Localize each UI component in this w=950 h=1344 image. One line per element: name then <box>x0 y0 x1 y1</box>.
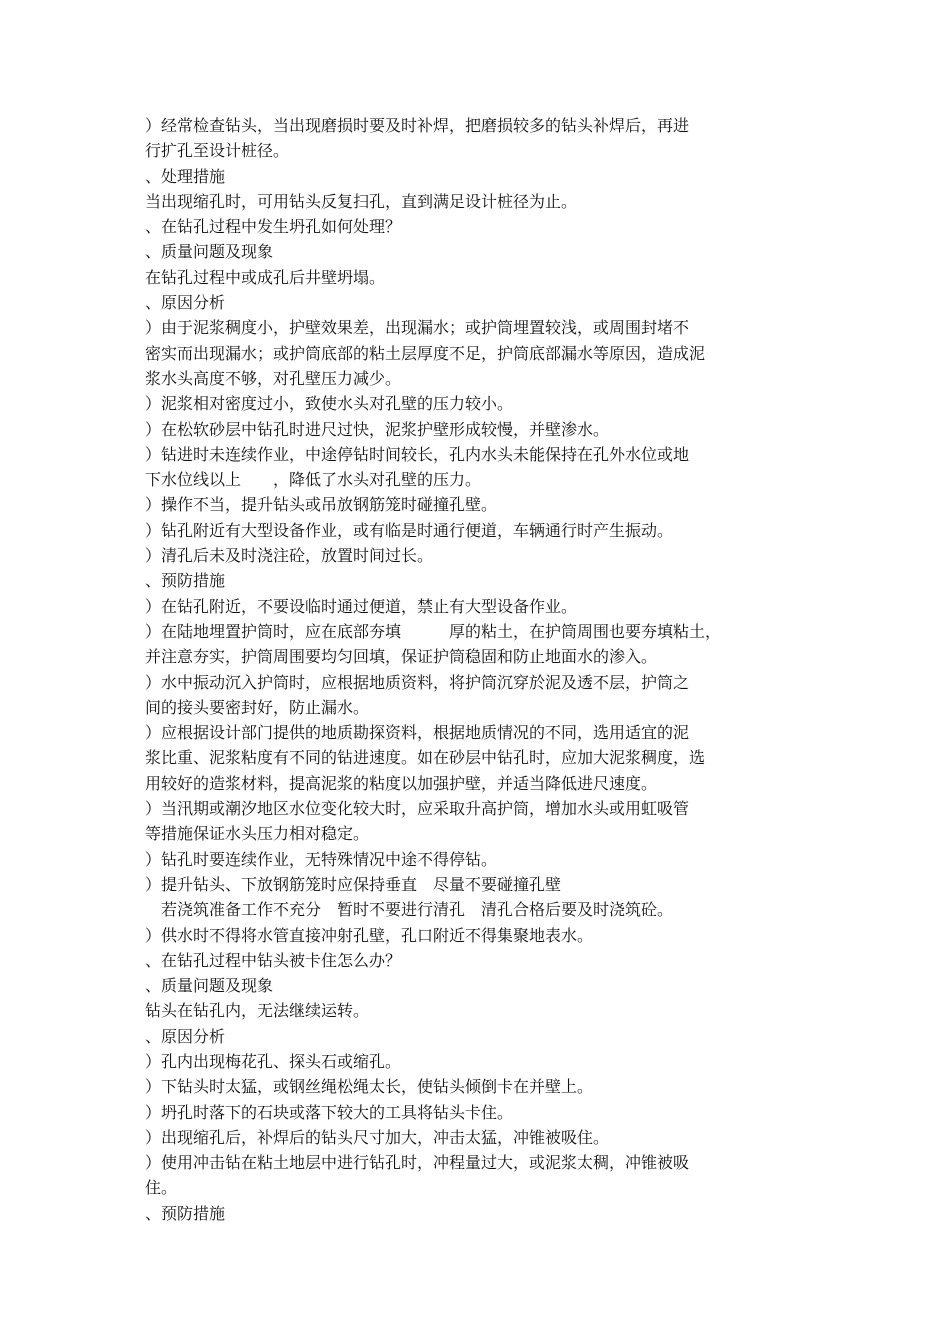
text-line: 、原因分析 <box>145 293 226 313</box>
text-line: 下水位线以上 ，降低了水头对孔壁的压力。 <box>145 470 482 490</box>
text-line: 用较好的造浆材料，提高泥浆的粘度以加强护壁，并适当降低进尺速度。 <box>145 773 658 793</box>
text-line: ）提升钻头、下放钢筋笼时应保持垂直 尽量不要碰撞孔壁 <box>145 874 562 894</box>
text-line: ）应根据设计部门提供的地质勘探资料，根据地质情况的不同，选用适宜的泥 <box>145 723 690 743</box>
text-line: 、预防措施 <box>145 571 226 591</box>
text-line: ）在松软砂层中钻孔时进尺过快，泥浆护壁形成较慢，并壁渗水。 <box>145 419 610 439</box>
text-line: 等措施保证水头压力相对稳定。 <box>145 824 370 844</box>
text-line: ）孔内出现梅花孔、探头石或缩孔。 <box>145 1051 402 1071</box>
text-line: 间的接头要密封好，防止漏水。 <box>145 697 370 717</box>
text-line: 、质量问题及现象 <box>145 242 274 262</box>
text-line: 并注意夯实，护筒周围要均匀回填，保证护筒稳固和防止地面水的渗入。 <box>145 647 658 667</box>
text-line: ）钻孔时要连续作业，无特殊情况中途不得停钻。 <box>145 849 498 869</box>
text-line: ）坍孔时落下的石块或落下较大的工具将钻头卡住。 <box>145 1102 514 1122</box>
text-line: ）操作不当，提升钻头或吊放钢筋笼时碰撞孔壁。 <box>145 495 498 515</box>
text-line: ）当汛期或潮汐地区水位变化较大时，应采取升高护筒，增加水头或用虹吸管 <box>145 799 690 819</box>
text-line: ）钻进时未连续作业，中途停钻时间较长，孔内水头未能保持在孔外水位或地 <box>145 444 690 464</box>
text-line: 住。 <box>145 1178 178 1198</box>
text-line: ）在陆地埋置护筒时，应在底部夯填 厚的粘土，在护筒周围也要夯填粘土， <box>145 621 722 641</box>
text-line: 钻头在钻孔内，无法继续运转。 <box>145 1001 370 1021</box>
text-line: ）泥浆相对密度过小，致使水头对孔壁的压力较小。 <box>145 394 514 414</box>
text-line: 、质量问题及现象 <box>145 976 274 996</box>
text-line: ）使用冲击钻在粘土地层中进行钻孔时，冲程量过大，或泥浆太稠，冲锥被吸 <box>145 1153 690 1173</box>
text-line: ）钻孔附近有大型设备作业，或有临是时通行便道，车辆通行时产生振动。 <box>145 520 674 540</box>
text-line: ）出现缩孔后，补焊后的钻头尺寸加大，冲击太猛，冲锥被吸住。 <box>145 1127 610 1147</box>
text-line: ）在钻孔附近，不要设临时通过便道，禁止有大型设备作业。 <box>145 596 578 616</box>
text-line: ）下钻头时太猛，或钢丝绳松绳太长，使钻头倾倒卡在并壁上。 <box>145 1077 594 1097</box>
text-line: 当出现缩孔时，可用钻头反复扫孔，直到满足设计桩径为止。 <box>145 191 578 211</box>
text-line: 、在钻孔过程中钻头被卡住怎么办？ <box>145 950 402 970</box>
text-line: ）供水时不得将水管直接冲射孔壁，孔口附近不得集聚地表水。 <box>145 925 594 945</box>
text-line: 在钻孔过程中或成孔后井壁坍塌。 <box>145 267 386 287</box>
text-line: ）由于泥浆稠度小，护壁效果差，出现漏水；或护筒埋置较浅，或周围封堵不 <box>145 318 690 338</box>
text-line: 、在钻孔过程中发生坍孔如何处理？ <box>145 217 402 237</box>
text-line: 、预防措施 <box>145 1203 226 1223</box>
text-line: ）清孔后未及时浇注砼，放置时间过长。 <box>145 546 434 566</box>
text-line: 、原因分析 <box>145 1026 226 1046</box>
text-line: 行扩孔至设计桩径。 <box>145 141 290 161</box>
text-line: 、处理措施 <box>145 166 226 186</box>
text-line: ）经常检查钻头，当出现磨损时要及时补焊，把磨损较多的钻头补焊后，再进 <box>145 116 690 135</box>
text-line: ）水中振动沉入护筒时，应根据地质资料，将护筒沉穿於泥及透不层，护筒之 <box>145 672 690 692</box>
document-body <box>145 113 810 1226</box>
text-line: 密实而出现漏水；或护筒底部的粘土层厚度不足，护筒底部漏水等原因，造成泥 <box>145 343 706 363</box>
text-line: 浆水头高度不够，对孔壁压力减少。 <box>145 368 402 388</box>
text-line: 浆比重、泥浆粘度有不同的钻进速度。如在砂层中钻孔时，应加大泥浆稠度，选 <box>145 748 706 768</box>
text-line: 若浇筑准备工作不充分 暂时不要进行清孔 清孔合格后要及时浇筑砼。 <box>145 900 674 920</box>
